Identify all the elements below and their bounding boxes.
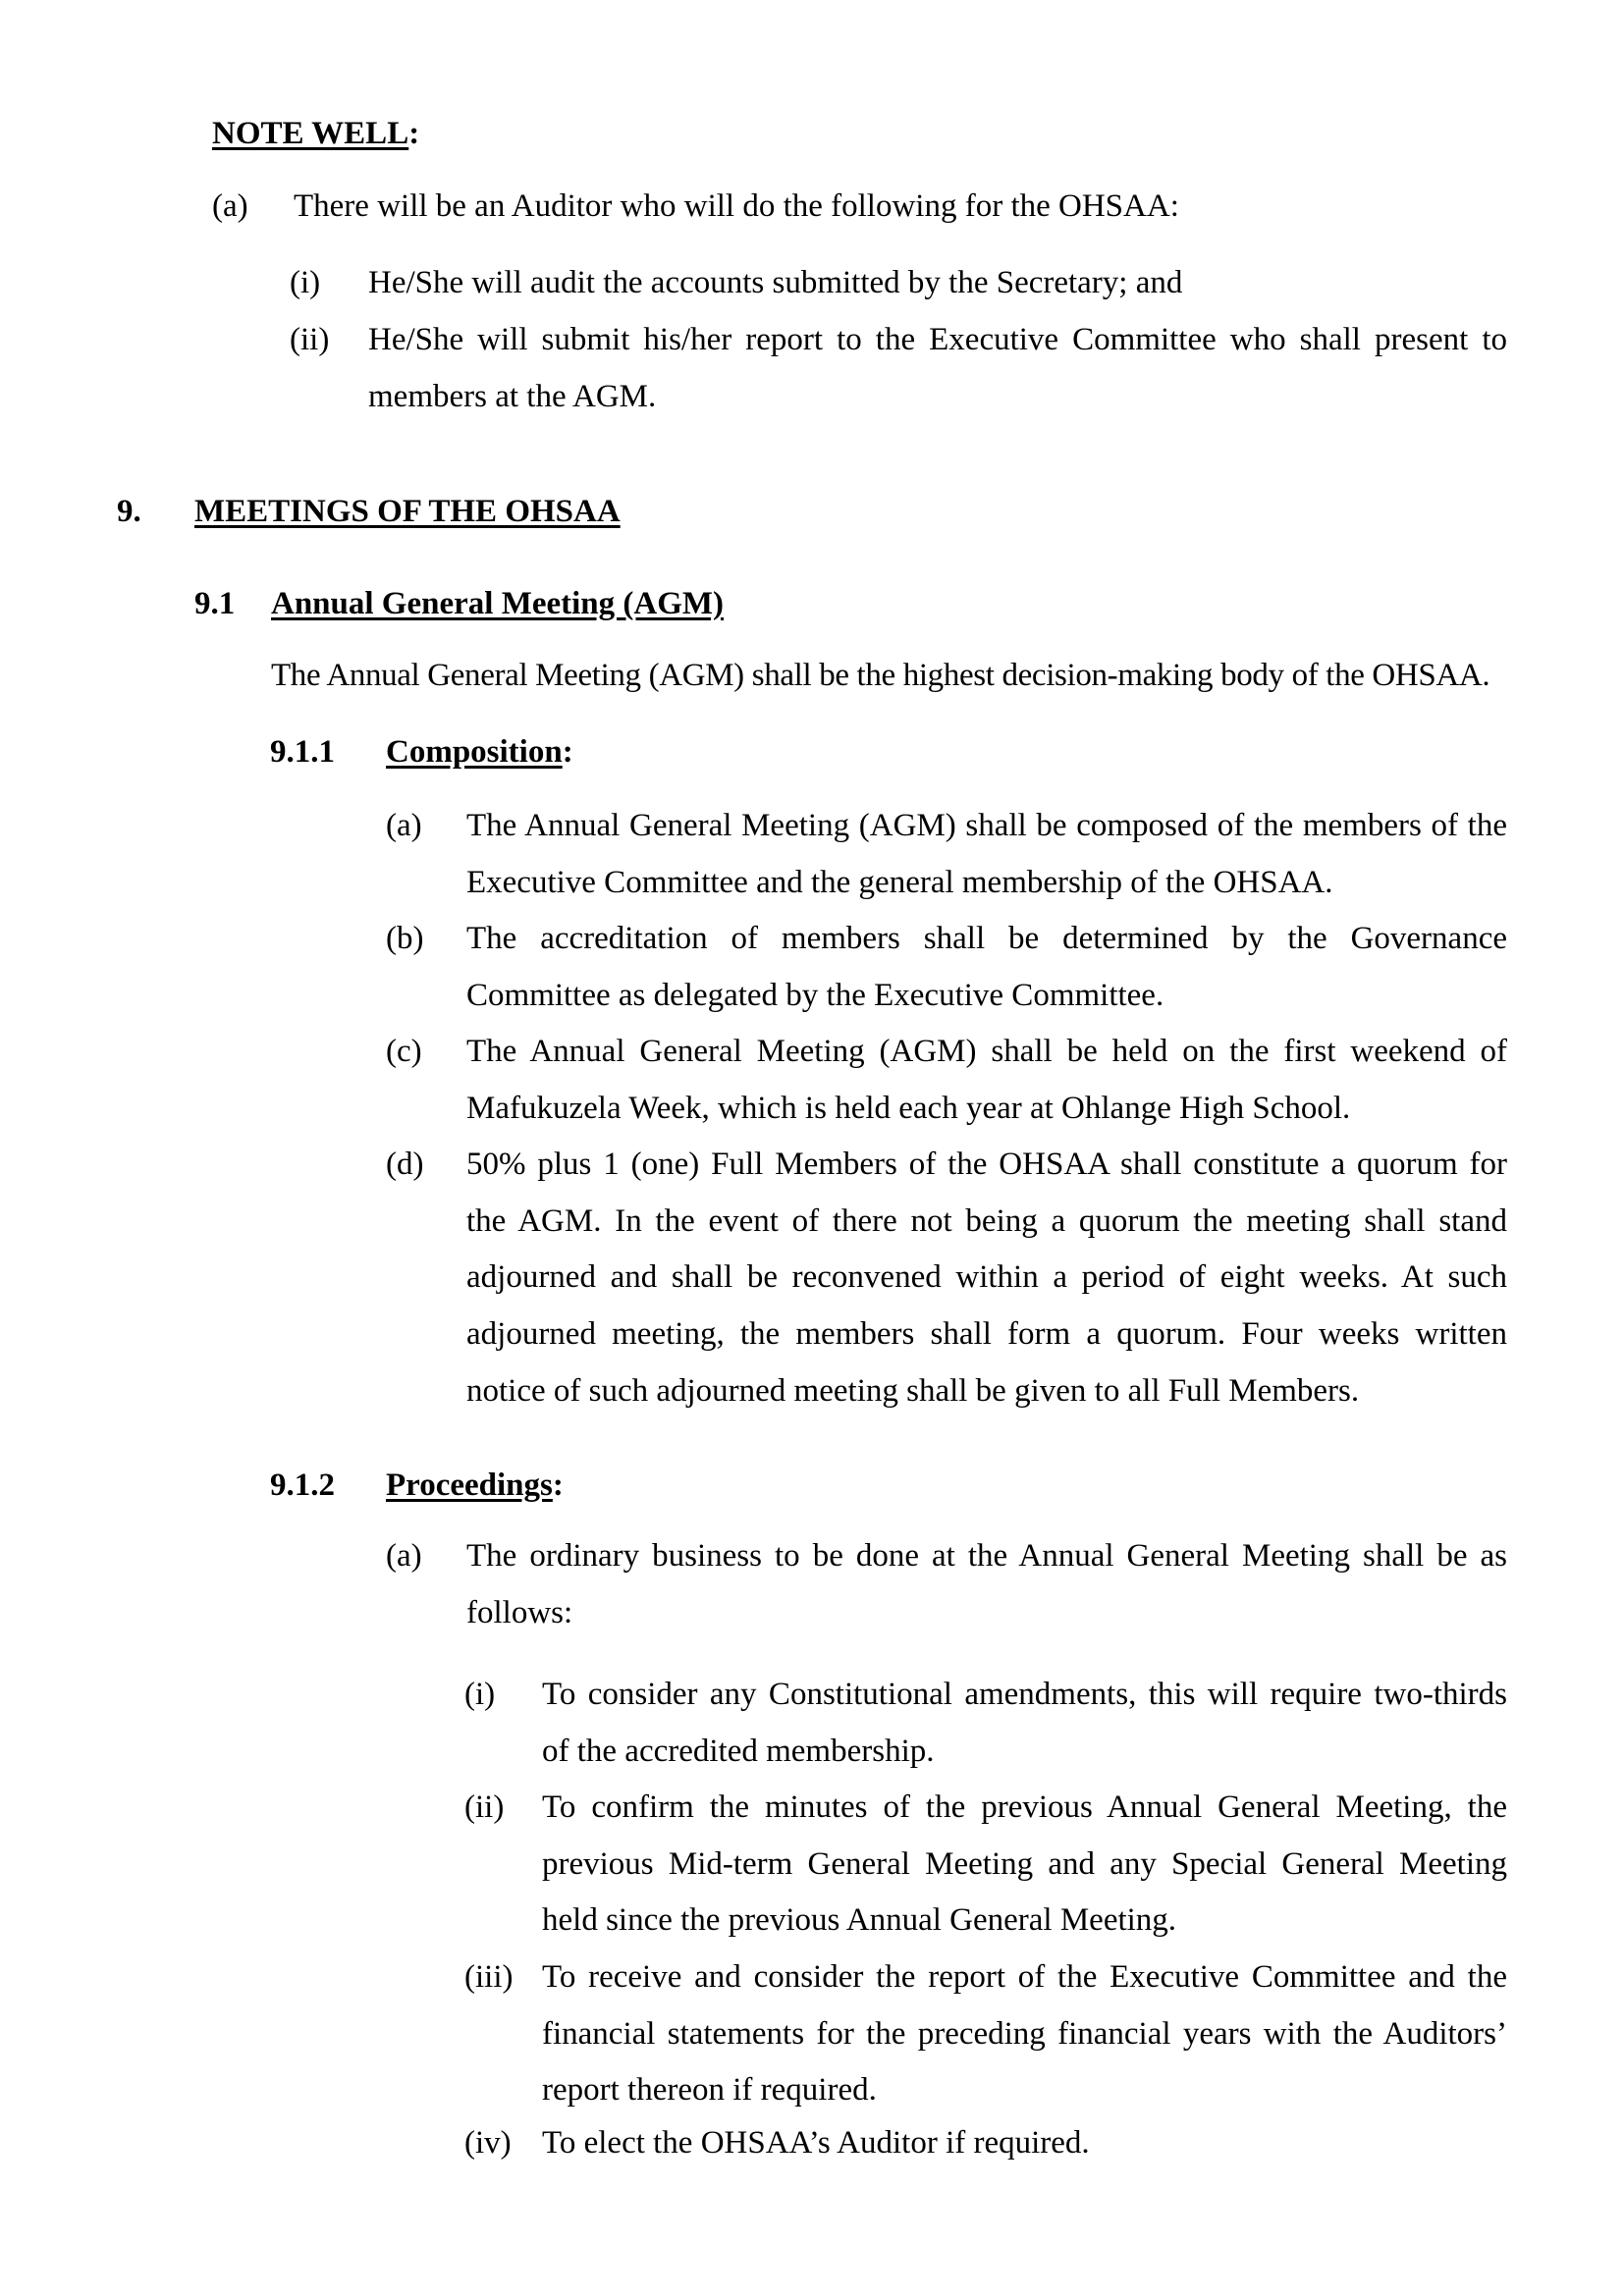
composition-heading-text: Composition xyxy=(386,734,563,770)
note-subitem-label: (i) xyxy=(290,265,321,300)
note-well-heading-colon: : xyxy=(408,116,420,151)
note-subitem-text: He/She will audit the accounts submitted by the Secretary; and xyxy=(368,265,1183,300)
proceedings-item-text: The ordinary business to be done at the Annual General Meeting shall be as follows: xyxy=(466,1538,1507,1630)
composition-item-text: The Annual General Meeting (AGM) shall be composed of the members of the Executive Committee and the general membership of the OHSAA. xyxy=(466,808,1507,900)
composition-item-text: 50% plus 1 (one) Full Members of the OHSAA shall constitute a quorum for the AGM. In the event of there not being a quorum the meeting shall stand adjourned and shall be reconvened within a period of eight weeks. At such adjourned meeting, the members shall form a quorum. Four weeks written notice of such adjourned meeting shall be given to all Full Members. xyxy=(466,1147,1507,1409)
subsection-title xyxy=(271,576,724,633)
section-number: 9. xyxy=(117,494,141,529)
composition-item-text: The Annual General Meeting (AGM) shall be held on the first weekend of Mafukuzela Week, which is held each year at Ohlange High School. xyxy=(466,1034,1507,1126)
proceedings-heading-colon: : xyxy=(552,1468,564,1503)
proceedings-subitem-text: To consider any Constitutional amendments, this will require two-thirds of the accredited membership. xyxy=(542,1677,1507,1769)
composition-item-label: (d) xyxy=(386,1147,424,1182)
subsection-intro: The Annual General Meeting (AGM) shall be the highest decision-making body of the OHSAA. xyxy=(271,658,1490,693)
composition-item-label: (c) xyxy=(386,1034,422,1069)
proceedings-subitem-label: (i) xyxy=(464,1677,496,1712)
proceedings-subitem-text: To confirm the minutes of the previous Annual General Meeting, the previous Mid-term General Meeting and any Special General Meeting held since the previous Annual General Meeting. xyxy=(542,1789,1507,1939)
note-item-text: There will be an Auditor who will do the following for the OHSAA: xyxy=(294,188,1179,224)
section-title xyxy=(194,484,621,541)
note-subitem-text: He/She will submit his/her report to the Executive Committee who shall present to members at the AGM. xyxy=(368,322,1507,414)
composition-item-text: The accreditation of members shall be determined by the Governance Committee as delegated by the Executive Committee. xyxy=(466,921,1507,1013)
proceedings-heading-text: Proceedings xyxy=(386,1468,553,1503)
composition-heading xyxy=(386,724,573,781)
note-subitem-label: (ii) xyxy=(290,322,330,357)
note-well-heading-text: NOTE WELL xyxy=(212,116,409,151)
note-well-heading xyxy=(212,106,419,163)
subsection-title-text: Annual General Meeting (AGM) xyxy=(271,586,725,621)
composition-item-label: (a) xyxy=(386,808,422,843)
section-title-text: MEETINGS OF THE OHSAA xyxy=(194,494,621,529)
composition-heading-colon: : xyxy=(562,734,573,770)
subsection-number: 9.1 xyxy=(194,586,236,621)
proceedings-subitem-label: (iii) xyxy=(464,1959,514,1995)
composition-number: 9.1.1 xyxy=(270,734,335,770)
composition-item-label: (b) xyxy=(386,921,424,956)
proceedings-number: 9.1.2 xyxy=(270,1468,335,1503)
proceedings-heading xyxy=(386,1458,564,1515)
proceedings-subitem-text: To receive and consider the report of the Executive Committee and the financial statements for the preceding financial years with the Auditors’ report thereon if required. xyxy=(542,1959,1507,2109)
proceedings-subitem-label: (ii) xyxy=(464,1789,505,1825)
proceedings-subitem-label: (iv) xyxy=(464,2125,512,2161)
note-item-label: (a) xyxy=(212,188,248,224)
proceedings-subitem-text: To elect the OHSAA’s Auditor if required. xyxy=(542,2125,1090,2161)
proceedings-item-label: (a) xyxy=(386,1538,422,1574)
